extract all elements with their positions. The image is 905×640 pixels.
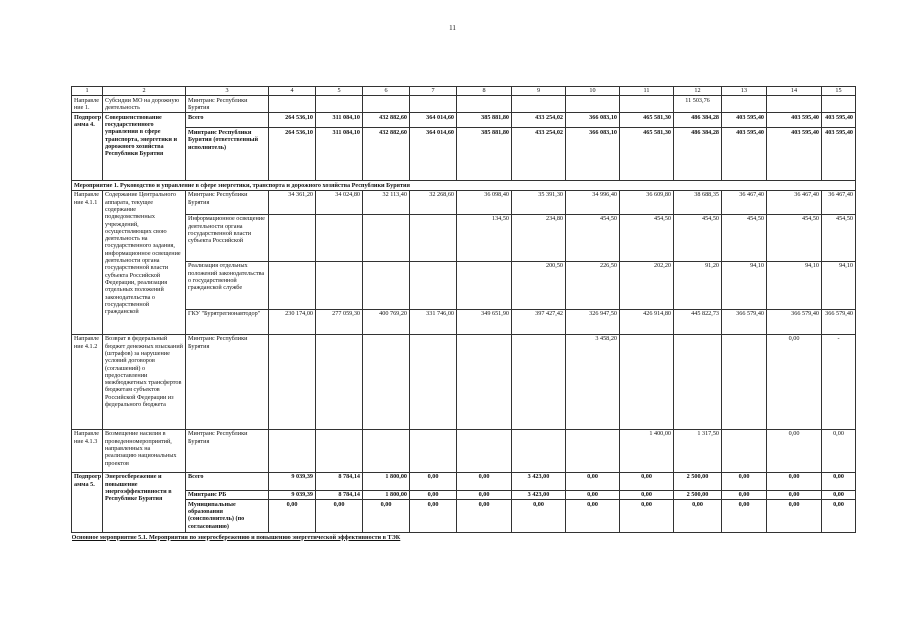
row-executor: Минтранс Республики Бурятия [186,429,269,472]
value-cell: 234,80 [512,214,566,261]
value-cell: 0,00 [722,490,767,500]
co-executor: Муниципальные образования (соисполнитель) (по согласованию) [186,500,269,533]
value-cell: 2 500,00 [674,490,722,500]
value-cell: 454,50 [566,214,620,261]
value-cell: 1 317,50 [674,429,722,472]
table-row [72,113,856,128]
value-cell: 0,00 [822,490,856,500]
value-cell: 385 881,80 [457,128,512,181]
column-number: 11 [620,87,674,96]
value-cell: 0,00 [512,500,566,533]
value-cell: 0,00 [410,490,457,500]
value-cell: 432 882,60 [363,128,410,181]
value-cell: 0,00 [457,472,512,490]
value-cell: 0,00 [620,472,674,490]
value-cell: 454,50 [822,214,856,261]
value-cell: 0,00 [822,429,856,472]
value-cell: 3 423,00 [512,490,566,500]
table-row [72,472,856,490]
value-cell: 0,00 [620,490,674,500]
value-cell: 403 595,40 [822,113,856,128]
direction-code: Направле ние 4.1.3 [72,429,103,472]
value-cell: 366 083,10 [566,128,620,181]
table-row [72,96,856,113]
value-cell: 433 254,02 [512,113,566,128]
direction-code: Направле ние 4.1.2 [72,334,103,429]
row-executor: Минтранс РБ [186,490,269,500]
value-cell: 311 084,10 [316,113,363,128]
main-event-title: Основное мероприятие 5.1. Мероприятия по энергосбережению и повышению энергетической эффективности в ТЭК [71,533,401,541]
column-number: 4 [269,87,316,96]
value-cell: 94,10 [722,261,767,309]
value-cell: 264 536,10 [269,128,316,181]
value-cell: 403 595,40 [822,128,856,181]
budget-table [71,86,856,542]
subprogram-code: Подпрогр амма 5. [72,472,103,533]
column-number: 9 [512,87,566,96]
subprogram-name: Совершенствование государственного управления в сфере транспорта, энергетики и дорожного хозяйства Республики Бурятия [103,113,186,181]
value-cell: 36 098,40 [457,190,512,214]
value-cell: 0,00 [457,490,512,500]
value-cell: 1 400,00 [620,429,674,472]
value-cell: 0,00 [767,334,822,429]
table-row [72,429,856,472]
value-cell: 465 581,30 [620,128,674,181]
value-cell: 36 467,40 [822,190,856,214]
column-number: 7 [410,87,457,96]
table-row [72,181,856,191]
row-executor: ГКУ "Бурятрегионавтодор" [186,309,269,334]
value-cell: 0,00 [410,472,457,490]
table-row [72,261,856,309]
value-cell: 0,00 [410,500,457,533]
value-cell: 454,50 [674,214,722,261]
value-cell: 230 174,00 [269,309,316,334]
value-cell: 454,50 [767,214,822,261]
value-cell: 445 822,73 [674,309,722,334]
value-cell: 0,00 [822,472,856,490]
value-cell: 0,00 [457,500,512,533]
direction-name: Содержание Центрального аппарата, текущее содержание подведомственных учреждений, осуществляющих свою деятельность на государственного задания, информационное освещение деятельности органа государственной власти субъекта Российской Федерации, реализация отдельных положений законодательства о государственной гражданской [103,190,186,334]
value-cell: 9 039,39 [269,472,316,490]
value-cell: 366 083,10 [566,113,620,128]
value-cell: 134,50 [457,214,512,261]
column-number: 10 [566,87,620,96]
value-cell: 465 581,30 [620,113,674,128]
value-cell: 432 882,60 [363,113,410,128]
value-cell: 36 467,40 [722,190,767,214]
value-cell: 36 467,40 [767,190,822,214]
value-cell: 264 536,10 [269,113,316,128]
value-cell: 8 784,14 [316,490,363,500]
value-cell: 486 384,28 [674,113,722,128]
value-cell: 349 651,90 [457,309,512,334]
value-cell: 35 391,30 [512,190,566,214]
value-cell: 277 059,30 [316,309,363,334]
value-cell: 454,50 [620,214,674,261]
value-cell: 34 024,80 [316,190,363,214]
value-cell: 0,00 [722,500,767,533]
value-cell: 226,50 [566,261,620,309]
responsible-executor: Минтранс Республики Бурятия (ответственный исполнитель) [186,128,269,181]
value-cell: 0,00 [316,500,363,533]
row-executor: Информационное освещение деятельности органа государственной власти субъекта Российской [186,214,269,261]
value-cell: 454,50 [722,214,767,261]
row-executor: Минтранс Республики Бурятия [186,334,269,429]
column-number: 8 [457,87,512,96]
direction-name: Возмещение насилия в проведенномероприятий, направленных на реализацию национальных проектов [103,429,186,472]
column-number: 14 [767,87,822,96]
value-cell: 3 423,00 [512,472,566,490]
direction-name: Возврат в федеральный бюджет денежных взысканий (штрафов) за нарушение условий договоров (соглашений) о предоставлении межбюджетных трансфертов бюджетам субъектов Российской Федерации из федерального бюджета [103,334,186,429]
value-cell: 32 268,60 [410,190,457,214]
value-cell: 366 579,40 [722,309,767,334]
table-row [72,533,856,542]
value-cell: 0,00 [767,429,822,472]
column-number-row [72,87,856,96]
value-cell: 385 881,80 [457,113,512,128]
value-cell: 311 084,10 [316,128,363,181]
value-cell: 1 800,00 [363,472,410,490]
value-cell: 0,00 [269,500,316,533]
value-cell: 326 947,50 [566,309,620,334]
row-name: Субсидии МО на дорожную деятельность [103,96,186,113]
value-cell: 0,00 [822,500,856,533]
page-number: 11 [449,24,456,32]
value-cell: - [822,334,856,429]
value-cell: 36 609,80 [620,190,674,214]
value-cell: 200,50 [512,261,566,309]
value-cell: 403 595,40 [722,113,767,128]
value-cell: 403 595,40 [767,113,822,128]
table-row [72,500,856,533]
value-cell: 8 784,14 [316,472,363,490]
column-number: 12 [674,87,722,96]
value-cell: 94,10 [822,261,856,309]
value-cell: 9 039,39 [269,490,316,500]
value-cell: 364 014,60 [410,128,457,181]
column-number: 1 [72,87,103,96]
value-cell: 3 458,20 [566,334,620,429]
value-cell: 0,00 [767,472,822,490]
value-cell: 0,00 [767,490,822,500]
value-cell: 32 113,40 [363,190,410,214]
subprogram-code: Подпрогр амма 4. [72,113,103,181]
value-cell: 433 254,02 [512,128,566,181]
value-cell: 0,00 [674,500,722,533]
row-executor: Реализация отдельных положений законодательства о государственной гражданской службе [186,261,269,309]
value-cell: 0,00 [566,500,620,533]
table-row [72,334,856,429]
event-title: Мероприятие 1. Руководство и управление в сфере энергетики, транспорта и дорожного хозяйства Республики Бурятия [72,181,856,191]
table-row [72,128,856,181]
value-cell: 0,00 [722,472,767,490]
value-cell: 400 769,20 [363,309,410,334]
value-cell: 91,20 [674,261,722,309]
table-row [72,214,856,261]
value-cell: 486 384,28 [674,128,722,181]
column-number: 5 [316,87,363,96]
row-executor: Минтранс Республики Бурятия [186,190,269,214]
subprogram-name: Энергосбережение и повышение энергоэффективности в Республике Бурятия [103,472,186,533]
value-cell: 1 800,00 [363,490,410,500]
value-cell: 403 595,40 [722,128,767,181]
table-row [72,190,856,214]
row-code: Направле ние 1. [72,96,103,113]
value-cell: 426 914,80 [620,309,674,334]
total-label: Всего [186,113,269,128]
column-number: 15 [822,87,856,96]
value-cell: 202,20 [620,261,674,309]
value-cell: 38 688,35 [674,190,722,214]
row-executor: Минтранс Республики Бурятия [186,96,269,113]
direction-code: Направле ние 4.1.1 [72,190,103,334]
value-cell: 0,00 [620,500,674,533]
column-number: 6 [363,87,410,96]
total-label: Всего [186,472,269,490]
value-cell: 2 500,00 [674,472,722,490]
value-cell: 364 014,60 [410,113,457,128]
value-cell: 34 361,20 [269,190,316,214]
value-cell: 366 579,40 [822,309,856,334]
value-cell: 0,00 [363,500,410,533]
column-number: 2 [103,87,186,96]
column-number: 13 [722,87,767,96]
value-cell: 0,00 [566,472,620,490]
value-cell: 366 579,40 [767,309,822,334]
value-cell: 34 996,40 [566,190,620,214]
column-number: 3 [186,87,269,96]
value-cell: 11 503,76 [674,96,722,113]
value-cell: 0,00 [767,500,822,533]
value-cell: 0,00 [566,490,620,500]
value-cell: 397 427,42 [512,309,566,334]
value-cell: 403 595,40 [767,128,822,181]
value-cell: 331 746,00 [410,309,457,334]
table-row [72,490,856,500]
table-row [72,309,856,334]
value-cell: 94,10 [767,261,822,309]
